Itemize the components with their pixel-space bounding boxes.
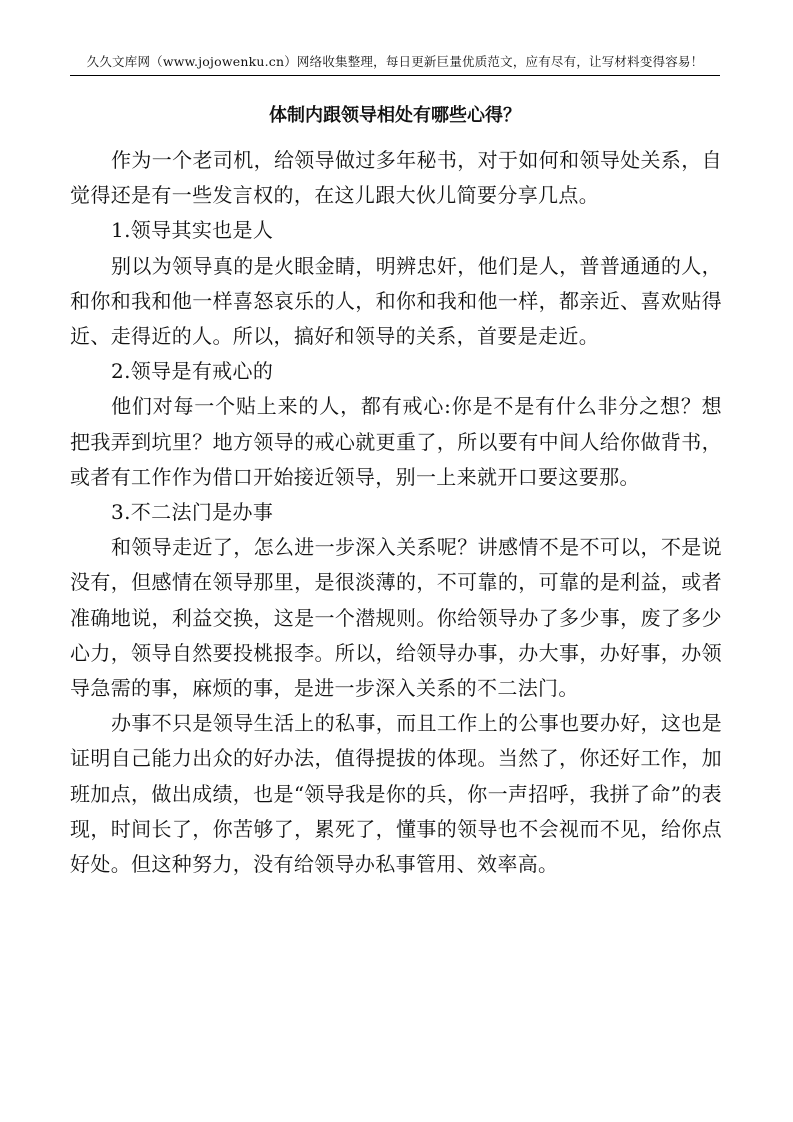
section-heading: 1.领导其实也是人: [111, 218, 274, 243]
body-paragraph: 和领导走近了，怎么进一步深入关系呢？讲感情不是不可以，不是说没有，但感情在领导那里，是很淡薄的，不可靠的，可靠的是利益，或者准确地说，利益交换，这是一个潜规则。你给领导办了多少事，废了多少心力，领导自然要投桃报李。所以，给领导办事，办大事，办好事，办领导急需的事，麻烦的事，是进一步深入关系的不二法门。: [70, 535, 722, 701]
intro-paragraph: 作为一个老司机，给领导做过多年秘书，对于如何和领导处关系，自觉得还是有一些发言权的，在这儿跟大伙儿简要分享几点。: [70, 148, 722, 208]
header-divider: [70, 75, 720, 76]
body-paragraph: 办事不只是领导生活上的私事，而且工作上的公事也要办好，这也是证明自己能力出众的好办法，值得提拔的体现。当然了，你还好工作，加班加点，做出成绩，也是“领导我是你的兵，你一声招呼，我拼了命”的表现，时间长了，你苦够了，累死了，懂事的领导也不会视而不见，给你点好处。但这种努力，没有给领导办私事管用、效率高。: [70, 711, 722, 877]
section-heading: 2.领导是有戒心的: [111, 359, 274, 384]
document-title: 体制内跟领导相处有哪些心得？: [269, 105, 521, 126]
document-body: [70, 143, 722, 882]
page-header: 久久文库网（www.jojowenku.cn）网络收集整理，每日更新巨量优质范文，应有尽有，让写材料变得容易！: [86, 54, 704, 69]
body-paragraph: 他们对每一个贴上来的人，都有戒心:你是不是有什么非分之想？想把我弄到坑里？地方领导的戒心就更重了，所以要有中间人给你做背书，或者有工作作为借口开始接近领导，别一上来就开口要这要那。: [70, 394, 722, 489]
body-paragraph: 别以为领导真的是火眼金睛，明辨忠奸，他们是人，普普通通的人，和你和我和他一样喜怒哀乐的人，和你和我和他一样，都亲近、喜欢贴得近、走得近的人。所以，搞好和领导的关系，首要是走近。: [70, 253, 722, 349]
section-heading: 3.不二法门是办事: [111, 500, 274, 525]
